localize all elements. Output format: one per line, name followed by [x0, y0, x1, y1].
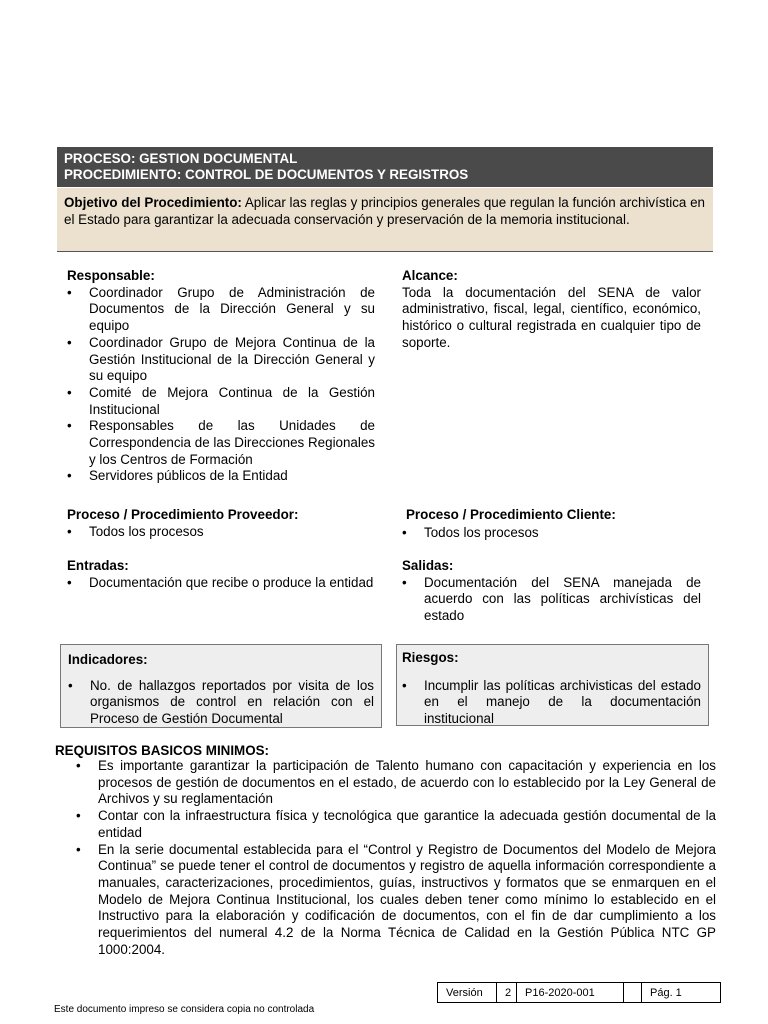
salidas-list [402, 575, 701, 625]
alcance-text: Toda la documentación del SENA de valor administrativo, fiscal, legal, científico, económico, histórico o cultural registrada en cualquier tipo de soporte. [402, 284, 701, 350]
riesgos-list [402, 678, 701, 728]
cliente-title: Proceso / Procedimiento Cliente: [406, 507, 616, 522]
indicadores-title: Indicadores: [68, 652, 148, 667]
entradas-list [67, 575, 375, 592]
process-title: PROCESO: GESTION DOCUMENTAL [64, 151, 298, 166]
responsable-list [67, 285, 375, 485]
cliente-list-wrap [402, 525, 701, 542]
responsable-title: Responsable: [67, 268, 155, 283]
list-item: • Documentación del SENA manejada de acuerdo con las políticas archivísticas del estado [402, 575, 701, 625]
list-item: • Documentación que recibe o produce la entidad [67, 575, 375, 592]
requisitos-list [76, 758, 716, 958]
proveedor-list [67, 524, 375, 541]
footer-table [437, 982, 721, 1003]
entradas-title: Entradas: [67, 558, 129, 573]
list-item: • Comité de Mejora Continua de la Gestión Institucional [67, 385, 375, 418]
version-value: 2 [497, 983, 517, 1003]
indicadores-box [60, 644, 382, 728]
riesgos-box [396, 644, 709, 726]
list-item: • No. de hallazgos reportados por visita de los organismos de control en relación con el Proceso de Gestión Documental [68, 678, 374, 728]
document-header [57, 147, 713, 187]
objective-text: Aplicar las reglas y principios generales que regulan la función archivística en el Estado para garantizar la adecuada conservación y preservación de la memoria institucional. [64, 195, 706, 227]
salidas-title: Salidas: [402, 558, 454, 573]
alcance-title: Alcance: [402, 268, 458, 283]
riesgos-title: Riesgos: [402, 650, 459, 665]
list-item: • Coordinador Grupo de Administración de Documentos de la Dirección General y su equipo [67, 285, 375, 335]
responsable-section [67, 268, 375, 485]
cliente-list [402, 525, 701, 542]
procedure-title: PROCEDIMIENTO: CONTROL DE DOCUMENTOS Y REGISTROS [64, 167, 469, 182]
entradas-section [67, 558, 375, 591]
list-item: • Contar con la infraestructura física y tecnológica que garantice la adecuada gestión documental de la entidad [76, 808, 716, 841]
objective-label: Objetivo del Procedimiento: [64, 195, 242, 210]
indicadores-list [68, 678, 374, 728]
list-item: • Responsables de las Unidades de Correspondencia de las Direcciones Regionales y los Centros de Formación [67, 418, 375, 468]
copy-note: Este documento impreso se considera copia no controlada [54, 1004, 315, 1015]
list-item: • Todos los procesos [67, 524, 375, 541]
version-label: Versión [438, 983, 497, 1003]
proveedor-section [67, 507, 375, 540]
cliente-section [406, 507, 702, 524]
list-item: • Servidores públicos de la Entidad [67, 468, 375, 485]
requisitos-title: REQUISITOS BASICOS MINIMOS: [55, 743, 270, 758]
list-item: • Es importante garantizar la participación de Talento humano con capacitación y experiencia en los procesos de gestión de documentos en el estado, de acuerdo con lo establecido por la Ley General de Archivos y su reglamentación [76, 758, 716, 808]
proveedor-title: Proceso / Procedimiento Proveedor: [67, 507, 299, 522]
footer-spacer-cell [624, 983, 642, 1003]
list-item: • Incumplir las políticas archivisticas del estado en el manejo de la documentación institucional [402, 678, 701, 728]
list-item: • Coordinador Grupo de Mejora Continua de la Gestión Institucional de la Dirección General y su equipo [67, 335, 375, 385]
salidas-section [402, 558, 701, 625]
alcance-section [402, 268, 701, 352]
page-number: Pág. 1 [642, 983, 721, 1003]
list-item: • Todos los procesos [402, 525, 701, 542]
list-item: • En la serie documental establecida para el “Control y Registro de Documentos del Modelo de Mejora Continua” se puede tener el control de documentos y registro de aquella información correspondiente a manuales, caracterizaciones, procedimientos, guías, instructivos y formatos que se enmarquen en el Modelo de Mejora Continua Institucional, los cuales deben tener como mínimo lo establecido en el Instructivo para la elaboración y codificación de documentos, con el fin de dar cumplimiento a los requerimientos del numeral 4.2 de la Norma Técnica de Calidad en la Gestión Pública NTC GP 1000:2004. [76, 842, 716, 959]
objective-section [57, 188, 713, 252]
document-code: P16-2020-001 [517, 983, 624, 1003]
